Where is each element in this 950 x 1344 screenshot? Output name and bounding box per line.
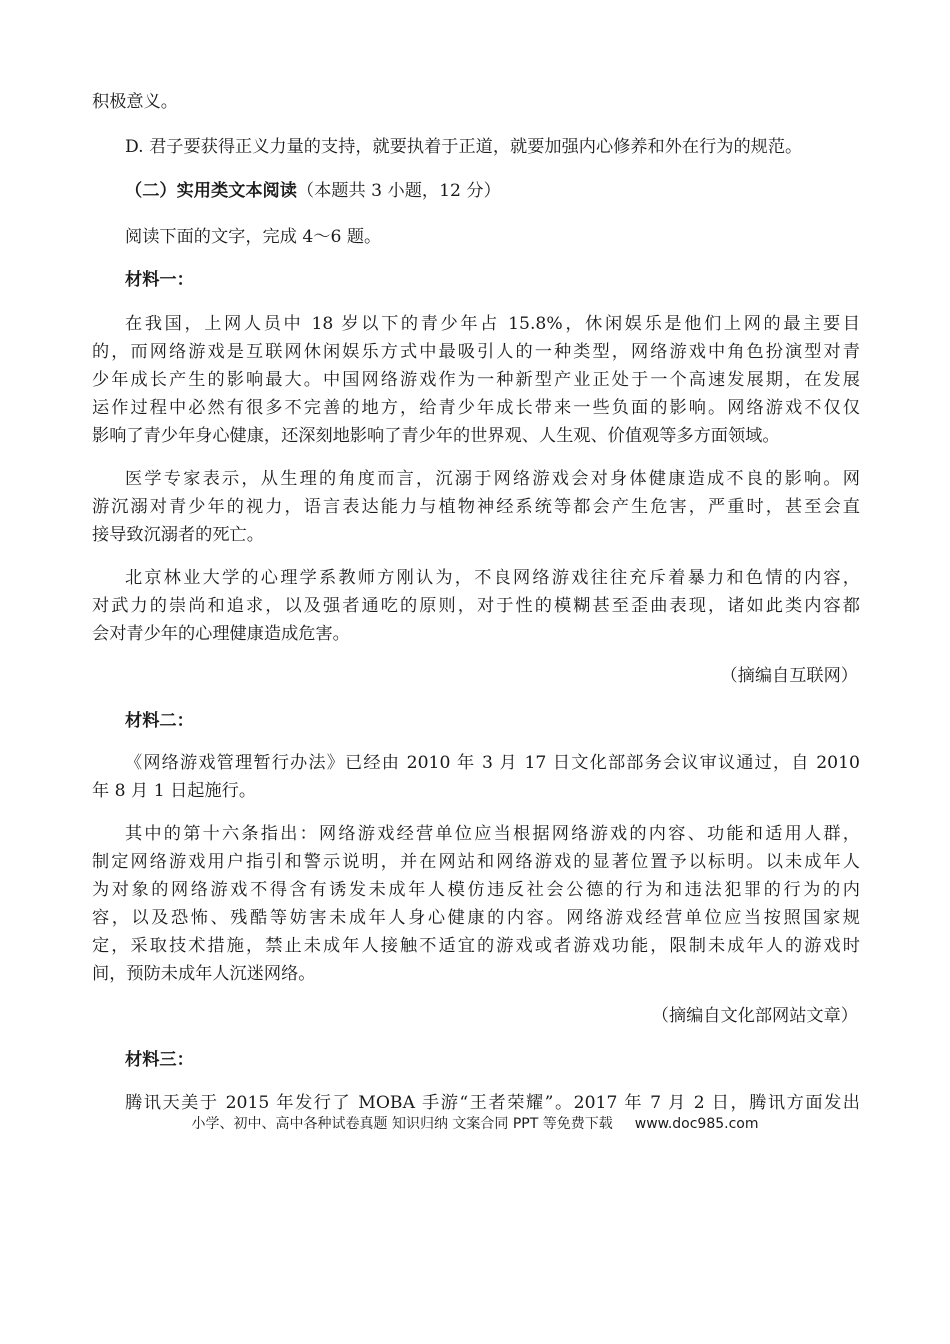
paragraph-line: 运作过程中必然有很多不完善的地方，给青少年成长带来一些负面的影响。网络游戏不仅仅 — [92, 398, 860, 418]
paragraph-line: 间，预防未成年人沉迷网络。 — [92, 964, 316, 984]
paragraph-line: 制定网络游戏用户指引和警示说明，并在网站和网络游戏的显著位置予以标明。以未成年人 — [92, 852, 860, 872]
paragraph-line: 少年成长产生的影响最大。中国网络游戏作为一种新型产业正处于一个高速发展期，在发展 — [92, 370, 860, 390]
paragraph-line: 会对青少年的心理健康造成危害。 — [92, 624, 350, 644]
option-d: D. 君子要获得正义力量的支持，就要执着于正道，就要加强内心修养和外在行为的规范。 — [125, 137, 803, 157]
paragraph-line: 其中的第十六条指出：网络游戏经营单位应当根据网络游戏的内容、功能和适用人群， — [125, 824, 860, 844]
source-note: （摘编自互联网） — [720, 666, 858, 686]
paragraph-line: 《网络游戏管理暂行办法》已经由 2010 年 3 月 17 日文化部部务会议审议通过，自 2010 — [125, 753, 860, 773]
section-label: （二）实用类文本阅读 — [125, 181, 297, 201]
material-3-title: 材料三： — [125, 1050, 194, 1070]
paragraph-line: 对武力的崇尚和追求，以及强者通吃的原则，对于性的模糊甚至歪曲表现，诸如此类内容都 — [92, 596, 860, 616]
source-note: （摘编自文化部网站文章） — [651, 1006, 858, 1026]
paragraph-line: 腾讯天美于 2015 年发行了 MOBA 手游“王者荣耀”。2017 年 7 月 2 日，腾讯方面发出 — [125, 1093, 860, 1113]
paragraph-line: 年 8 月 1 日起施行。 — [92, 781, 257, 801]
instruction: 阅读下面的文字，完成 4～6 题。 — [125, 227, 382, 247]
page-footer — [0, 1114, 950, 1134]
paragraph-line: 影响了青少年身心健康，还深刻地影响了青少年的世界观、人生观、价值观等多方面领域。 — [92, 426, 780, 446]
text-line: 积极意义。 — [92, 92, 178, 112]
material-2-title: 材料二： — [125, 711, 194, 731]
footer-text: 小学、初中、高中各种试卷真题 知识归纳 文案合同 PPT 等免费下载 — [191, 1116, 613, 1132]
section-heading — [125, 179, 501, 203]
section-note: （本题共 3 小题，12 分） — [296, 181, 501, 201]
paragraph-line: 医学专家表示，从生理的角度而言，沉溺于网络游戏会对身体健康造成不良的影响。网 — [125, 469, 860, 489]
footer-url: www.doc985.com — [634, 1116, 759, 1132]
paragraph-line: 接导致沉溺者的死亡。 — [92, 525, 264, 545]
paragraph-line: 定，采取技术措施，禁止未成年人接触不适宜的游戏或者游戏功能，限制未成年人的游戏时 — [92, 936, 860, 956]
paragraph-line: 北京林业大学的心理学系教师方刚认为，不良网络游戏往往充斥着暴力和色情的内容， — [125, 568, 860, 588]
paragraph-line: 容，以及恐怖、残酷等妨害未成年人身心健康的内容。网络游戏经营单位应当按照国家规 — [92, 908, 860, 928]
paragraph-line: 在我国，上网人员中 18 岁以下的青少年占 15.8%，休闲娱乐是他们上网的最主要目 — [125, 314, 860, 334]
paragraph-line: 的，而网络游戏是互联网休闲娱乐方式中最吸引人的一种类型，网络游戏中角色扮演型对青 — [92, 342, 860, 362]
paragraph-line: 游沉溺对青少年的视力，语言表达能力与植物神经系统等都会产生危害，严重时，甚至会直 — [92, 497, 860, 517]
paragraph-line: 为对象的网络游戏不得含有诱发未成年人模仿违反社会公德的行为和违法犯罪的行为的内 — [92, 880, 860, 900]
material-1-title: 材料一： — [125, 270, 194, 290]
